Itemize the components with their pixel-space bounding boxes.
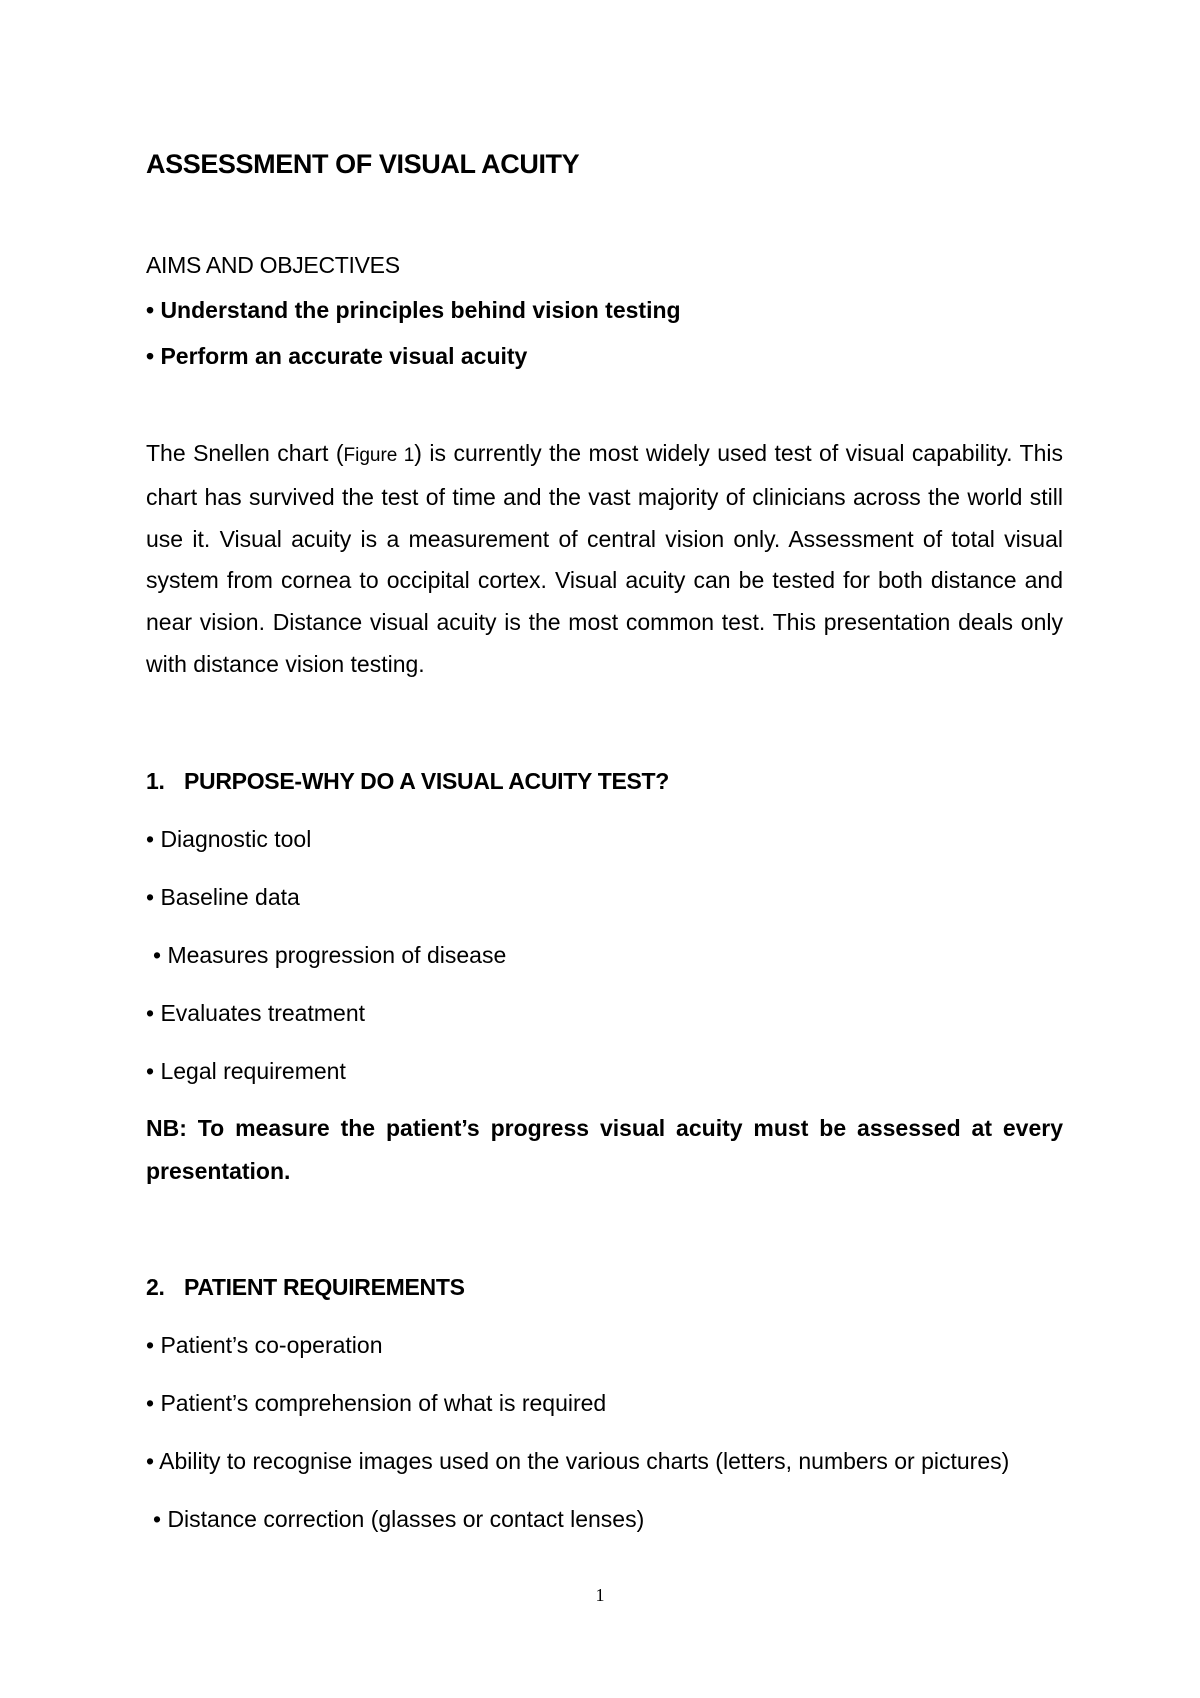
list-item: • Patient’s co-operation <box>146 1332 383 1358</box>
section-1-number: 1. <box>146 768 165 794</box>
intro-text-after: ) is currently the most widely used test of visual capability. This chart has survived the test of time and the vast majority of clinicians across the world still use it. Visual acuity is a measurement of central vision only. Assessment of total visual system from cornea to occipital cortex. Visual acuity can be tested for both distance and near vision. Distance visual acuity is the most common test. This presentation deals only with distance vision testing. <box>146 440 1063 677</box>
section-2-number: 2. <box>146 1274 165 1300</box>
aims-heading: AIMS AND OBJECTIVES <box>146 252 400 278</box>
section-2-title: PATIENT REQUIREMENTS <box>184 1274 465 1300</box>
list-item: • Evaluates treatment <box>146 1000 365 1026</box>
list-item: • Legal requirement <box>146 1058 346 1084</box>
list-item: • Baseline data <box>146 884 300 910</box>
list-item: • Distance correction (glasses or contact lenses) <box>153 1506 645 1532</box>
aims-item: • Understand the principles behind vision testing <box>146 297 681 323</box>
section-2-heading <box>146 1273 465 1301</box>
aims-item: • Perform an accurate visual acuity <box>146 343 528 369</box>
nb-note: NB: To measure the patient’s progress visual acuity must be assessed at every presentation. <box>146 1115 1063 1184</box>
page-number: 1 <box>595 1585 605 1605</box>
list-item: • Measures progression of disease <box>153 942 507 968</box>
list-item: • Diagnostic tool <box>146 826 312 852</box>
section-1-title: PURPOSE-WHY DO A VISUAL ACUITY TEST? <box>184 768 670 794</box>
page-title: ASSESSMENT OF VISUAL ACUITY <box>146 149 580 179</box>
figure-reference: Figure 1 <box>343 445 415 466</box>
section-1-heading <box>146 767 669 795</box>
list-item: • Patient’s comprehension of what is required <box>146 1390 607 1416</box>
intro-text-before: The Snellen chart ( <box>146 440 344 466</box>
list-item: • Ability to recognise images used on the various charts (letters, numbers or pictures) <box>146 1448 1010 1474</box>
intro-paragraph <box>146 433 1063 686</box>
